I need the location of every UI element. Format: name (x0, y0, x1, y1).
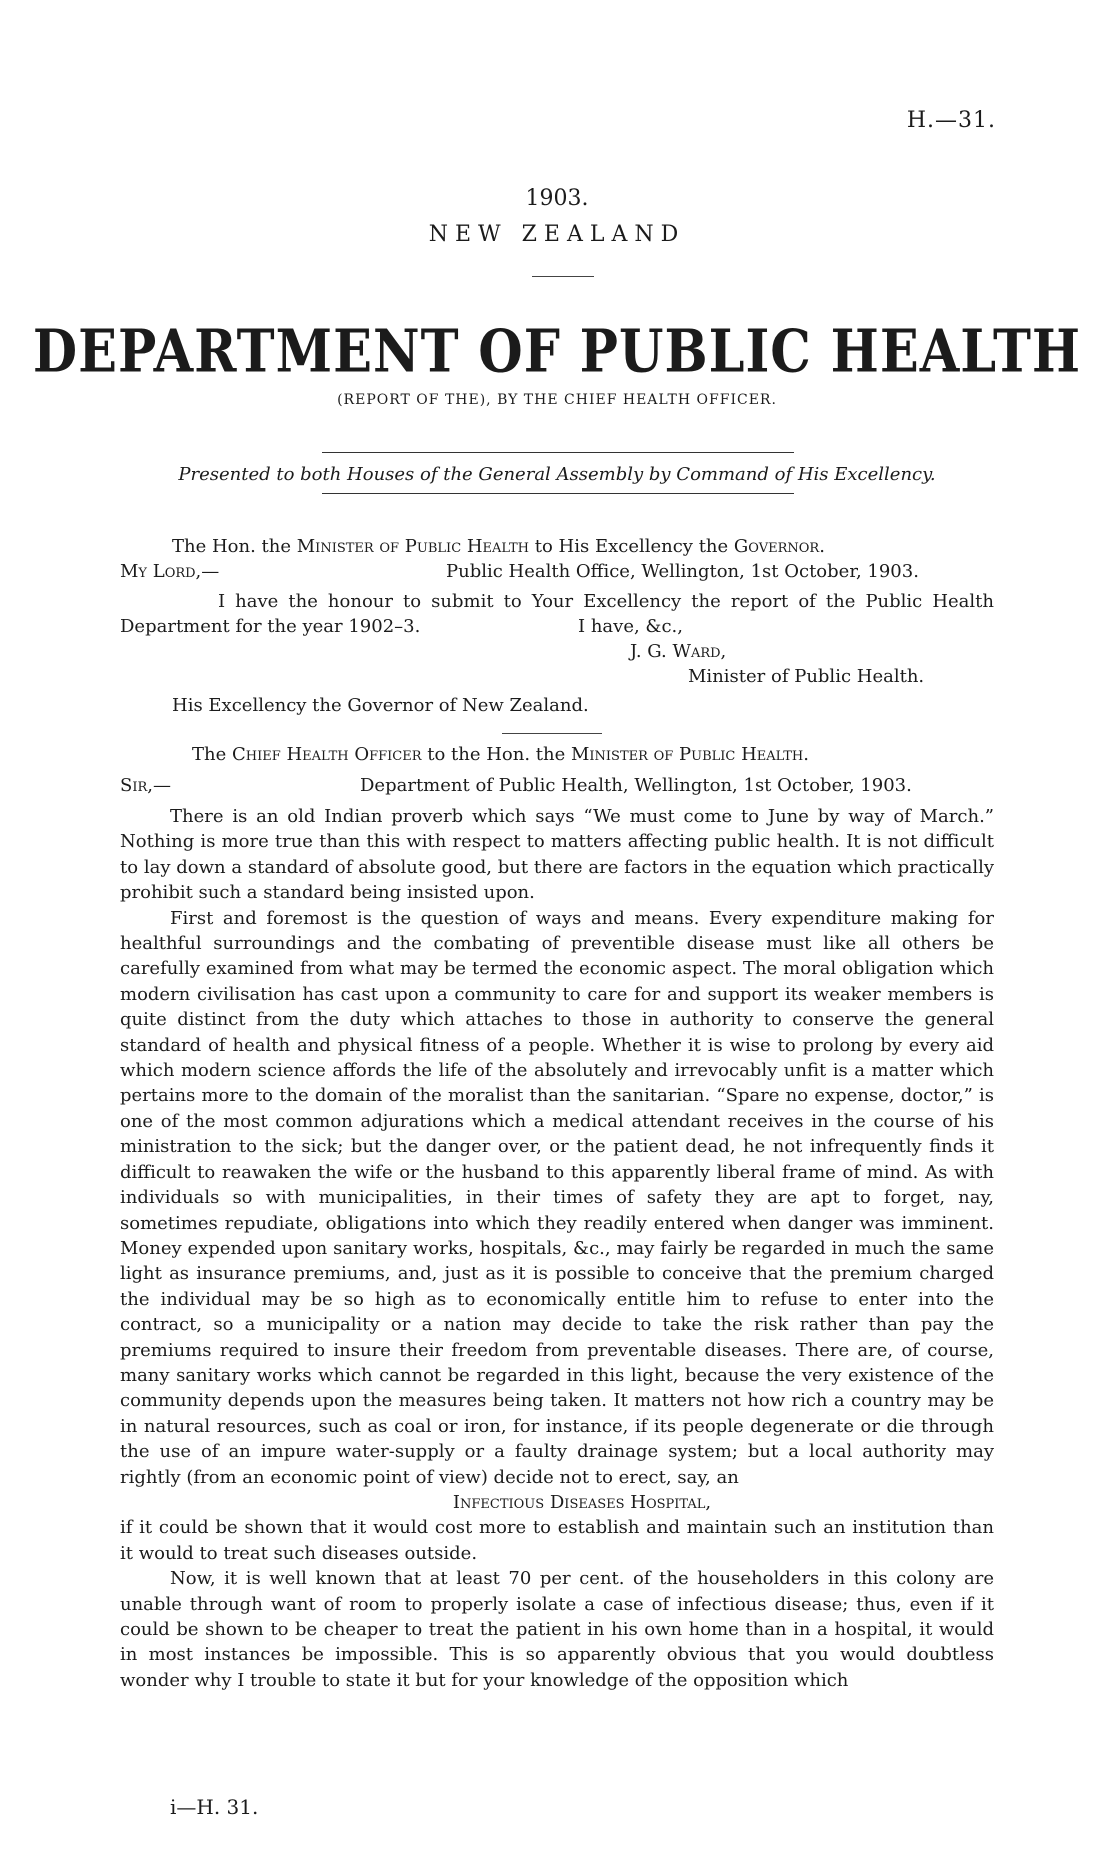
document-year: 1903. (525, 186, 589, 211)
letter2-heading (192, 744, 809, 765)
letter1-signer-title: Minister of Public Health. (688, 666, 925, 687)
page-footer: i—H. 31. (170, 1795, 259, 1819)
letter1-signer: J. G. Ward, (630, 641, 727, 662)
letter1-heading (172, 536, 825, 557)
letter1-to-title: Governor. (733, 536, 825, 557)
presented-line: Presented to both Houses of the General Assembly by Command of His Excellency. (178, 464, 936, 485)
letter1-body-2: Department for the year 1902–3. (120, 616, 421, 637)
paragraph-2: First and foremost is the question of ways and means. Every expenditure making for healthful surroundings and the combating of preventible disease must like all others be carefully examined from what may be termed the economic aspect. The moral obligation which modern civilisation has cast upon a community to care for and support its weaker members is quite distinct from the duty which attaches to those in authority to conserve the general standard of health and physical fitness of a people. Whether it is wise to prolong by every aid which modern science affords the life of the absolutely and irrevocably unfit is a matter which pertains more to the domain of the moralist than the sanitarian. “Spare no expense, doctor,” is one of the most common adjurations which a medical attendant receives in the course of his ministration to the sick; but the danger over, or the patient dead, he not infrequently finds it difficult to reawaken the wife or the husband to this apparently liberal frame of mind. As with individuals so with municipalities, in their times of safety they are apt to forget, nay, sometimes repudiate, obligations into which they readily entered when danger was imminent. Money expended upon sanitary works, hospitals, &c., may fairly be regarded in much the same light as insurance premiums, and, just as it is possible to conceive that the premium charged the individual may be so high as to economically entitle him to refuse to enter into the contract, so a municipality or a nation may decide to take the risk rather than pay the premiums required to insure their freedom from preventable diseases. There are, of course, many sanitary works which cannot be regarded in this light, because the very existence of the community depends upon the measures being taken. It matters not how rich a country may be in natural resources, such as coal or iron, for instance, if its people degenerate or die through the use of an impure water-supply or a faulty drainage system; but a local authority may rightly (from an economic point of view) decide not to erect, say, an (120, 907, 994, 1488)
letter1-place-date: Public Health Office, Wellington, 1st October, 1903. (446, 561, 919, 582)
letter1-body-1: I have the honour to submit to Your Excellency the report of the Public Health (218, 591, 994, 612)
paragraph-4: Now, it is well known that at least 70 per cent. of the householders in this colony are unable through want of room to properly isolate a case of infectious disease; thus, even if it could be shown to be cheaper to treat the patient in his own home than in a hospital, it would in most instances be impossible. This is so apparently obvious that you would doubtless wonder why I trouble to state it but for your knowledge of the opposition which (120, 1568, 994, 1691)
letter2-place-date: Department of Public Health, Wellington, 1st October, 1903. (360, 775, 912, 796)
letter1-salutation: My Lord,— (120, 561, 220, 582)
country-heading: NEW ZEALAND (428, 222, 686, 247)
letter1-from-title: Minister of Public Health (296, 536, 530, 557)
divider-top (322, 452, 794, 453)
letter2-salutation: Sir,— (120, 775, 171, 796)
letter1-addressee: His Excellency the Governor of New Zealand. (172, 695, 589, 716)
letter1-closing: I have, &c., (578, 616, 683, 637)
page-subtitle: (REPORT OF THE), BY THE CHIEF HEALTH OFFICER. (337, 392, 777, 408)
letter2-from-title: Chief Health Officer (231, 744, 422, 765)
document-reference: H.—31. (906, 108, 996, 133)
divider-short (532, 276, 594, 277)
letter2-from-prefix: The (192, 744, 232, 765)
letter1-from-prefix: The Hon. the (172, 536, 297, 557)
letter2-to-title: Minister of Public Health. (570, 744, 809, 765)
divider-bottom (322, 493, 794, 494)
page-title: DEPARTMENT OF PUBLIC HEALTH (32, 317, 1082, 387)
divider-letters (502, 733, 602, 734)
section-heading: Infectious Diseases Hospital, (452, 1491, 712, 1513)
paragraph-3: if it could be shown that it would cost more to establish and maintain such an institution than it would to treat such diseases outside. (120, 1517, 994, 1564)
paragraph-1: There is an old Indian proverb which says “We must come to June by way of March.” Nothing is more true than this with respect to matters affecting public health. It is not difficult to lay down a standard of absolute good, but there are factors in the equation which practically prohibit such a standard being insisted upon. (120, 806, 994, 904)
letter1-to-prefix: to His Excellency the (529, 536, 734, 557)
report-body (120, 804, 994, 1693)
letter2-to-prefix: to the Hon. the (421, 744, 571, 765)
